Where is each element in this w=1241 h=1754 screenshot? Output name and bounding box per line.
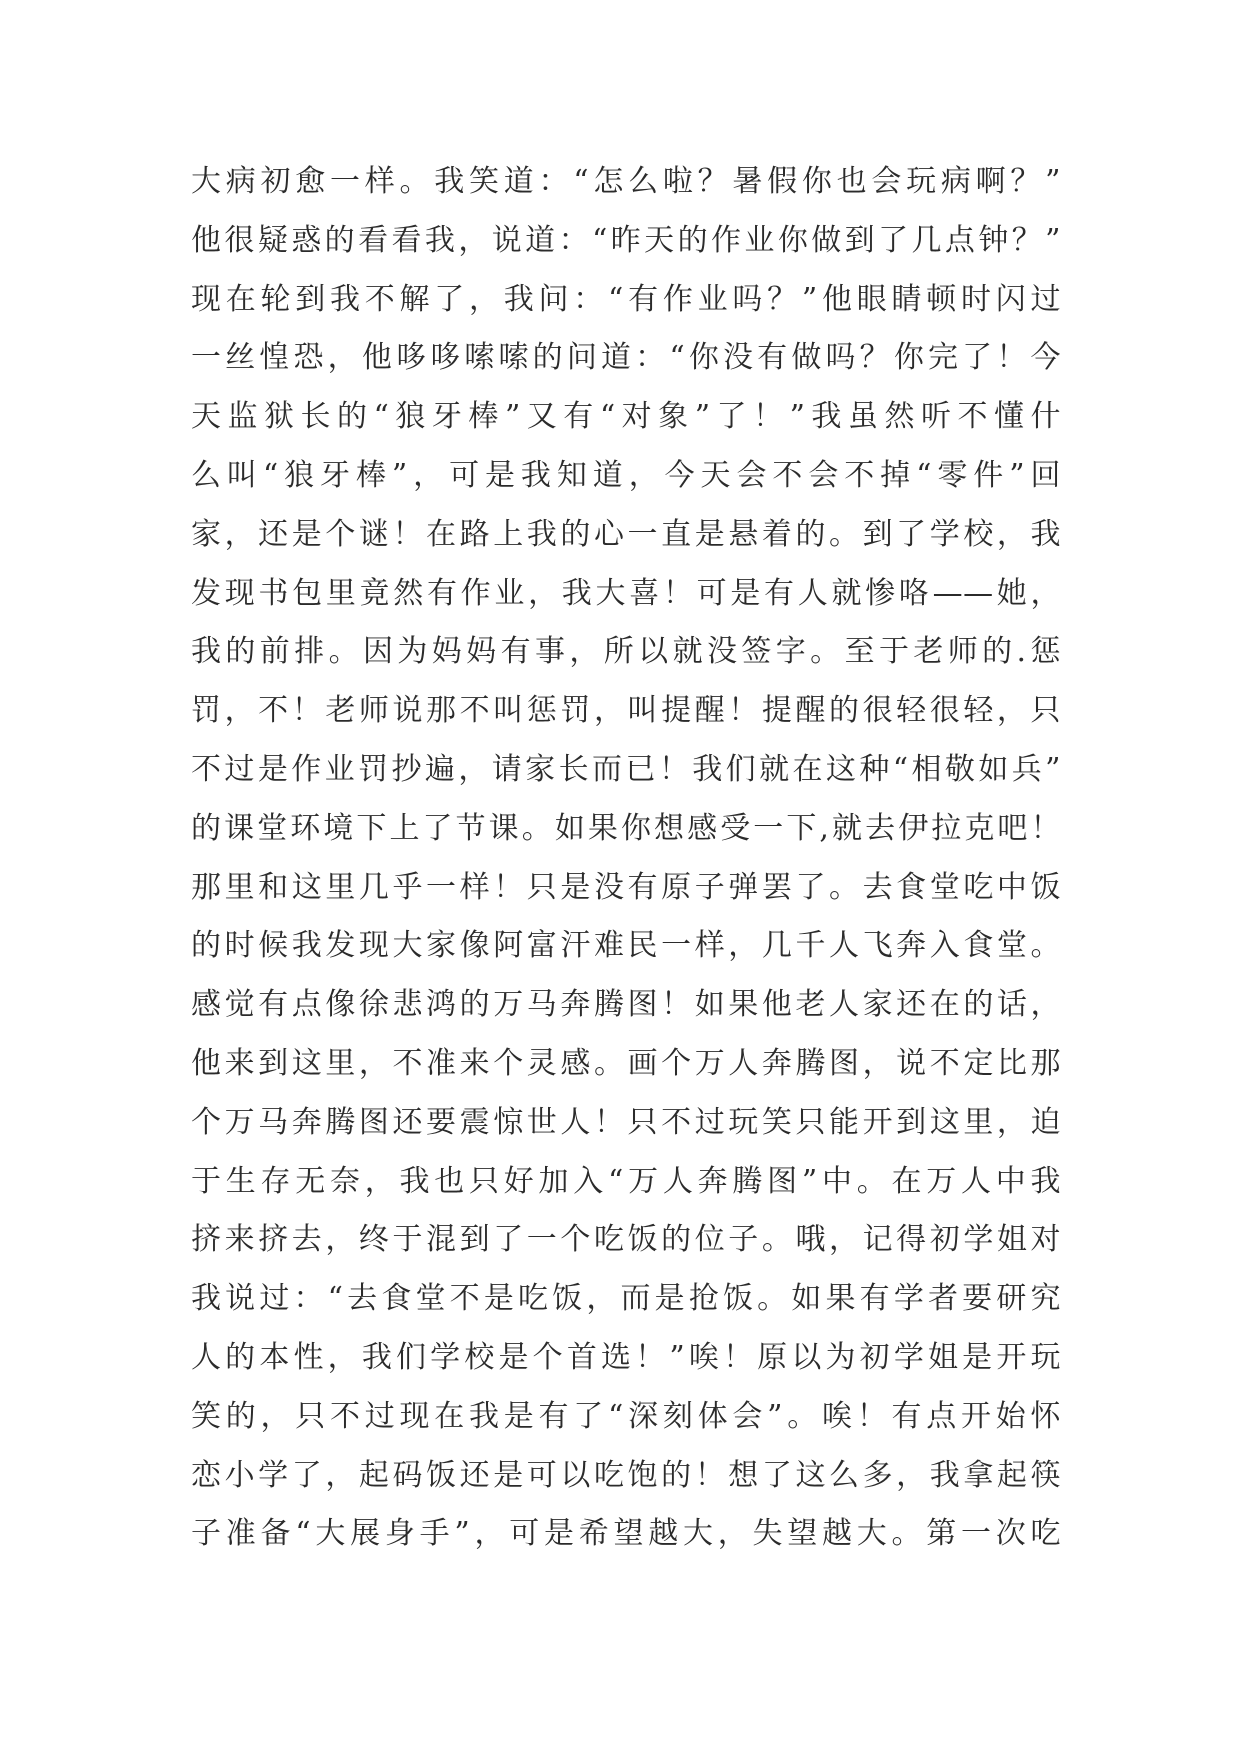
text-line: 罚，不！老师说那不叫惩罚，叫提醒！提醒的很轻很轻，只 (191, 693, 1061, 729)
text-line: 么叫“狼牙棒”，可是我知道，今天会不会不掉“零件”回 (191, 457, 1061, 493)
text-line: 现在轮到我不解了，我问：“有作业吗？”他眼睛顿时闪过 (191, 281, 1061, 317)
text-line: 于生存无奈，我也只好加入“万人奔腾图”中。在万人中我 (191, 1163, 1061, 1199)
text-line: 的课堂环境下上了节课。如果你想感受一下,就去伊拉克吧！ (191, 810, 1061, 846)
text-line: 大病初愈一样。我笑道：“怎么啦？暑假你也会玩病啊？” (191, 164, 1061, 199)
text-line: 他很疑惑的看看我，说道：“昨天的作业你做到了几点钟？” (191, 222, 1061, 258)
text-line: 家，还是个谜！在路上我的心一直是悬着的。到了学校，我 (191, 516, 1061, 552)
text-line: 挤来挤去，终于混到了一个吃饭的位子。哦，记得初学姐对 (191, 1222, 1061, 1258)
text-line: 那里和这里几乎一样！只是没有原子弹罢了。去食堂吃中饭 (191, 869, 1061, 905)
text-line: 人的本性，我们学校是个首选！”唉！原以为初学姐是开玩 (191, 1339, 1061, 1375)
text-line: 一丝惶恐，他哆哆嗦嗦的问道：“你没有做吗？你完了！今 (191, 340, 1061, 376)
text-line: 他来到这里，不准来个灵感。画个万人奔腾图，说不定比那 (191, 1045, 1061, 1081)
body-text (191, 153, 1061, 1564)
text-line: 我的前排。因为妈妈有事，所以就没签字。至于老师的.惩 (191, 634, 1061, 670)
text-line: 不过是作业罚抄遍，请家长而已！我们就在这种“相敬如兵” (191, 751, 1061, 787)
text-line: 笑的，只不过现在我是有了“深刻体会”。唉！有点开始怀 (191, 1398, 1061, 1434)
text-line: 感觉有点像徐悲鸿的万马奔腾图！如果他老人家还在的话， (191, 987, 1061, 1023)
text-line: 子准备“大展身手”，可是希望越大，失望越大。第一次吃 (191, 1516, 1061, 1552)
text-line: 的时候我发现大家像阿富汗难民一样，几千人飞奔入食堂。 (191, 928, 1061, 964)
text-line: 发现书包里竟然有作业，我大喜！可是有人就惨咯——她， (191, 575, 1061, 611)
text-line: 恋小学了，起码饭还是可以吃饱的！想了这么多，我拿起筷 (191, 1457, 1061, 1493)
text-line: 个万马奔腾图还要震惊世人！只不过玩笑只能开到这里，迫 (191, 1104, 1061, 1140)
text-line: 天监狱长的“狼牙棒”又有“对象”了！”我虽然听不懂什 (191, 399, 1061, 435)
text-line: 我说过：“去食堂不是吃饭，而是抢饭。如果有学者要研究 (191, 1281, 1061, 1317)
